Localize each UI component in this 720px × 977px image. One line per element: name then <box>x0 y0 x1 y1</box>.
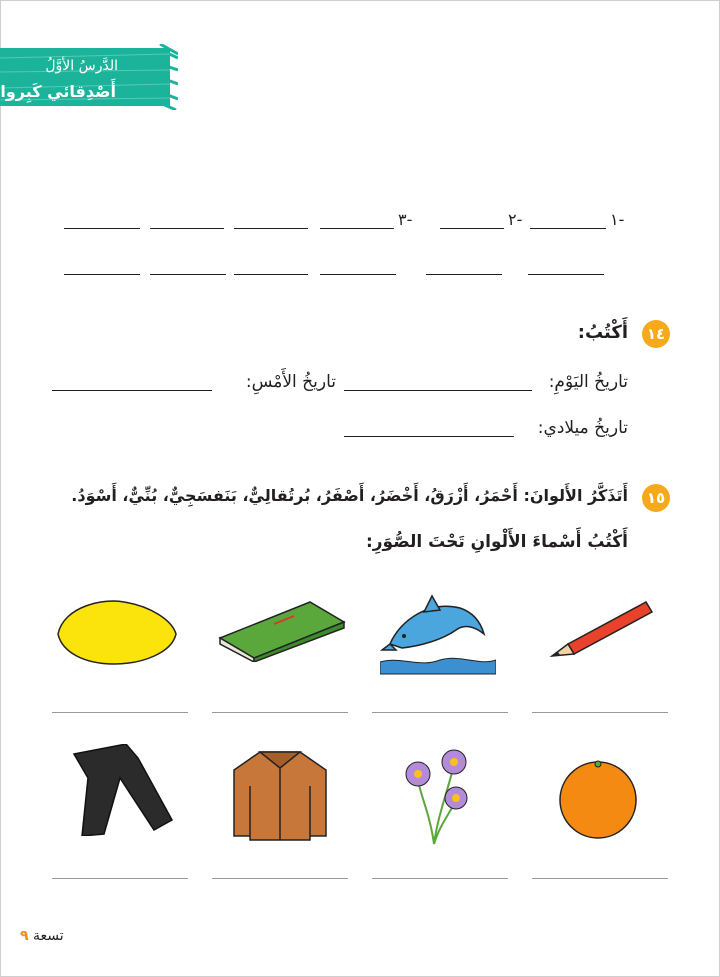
exercise-15-instruction: أَكْتُبُ أَسْماءَ الأَلْوانِ تَحْتَ الصُّوَرِ: <box>365 532 628 552</box>
answer-line[interactable] <box>372 878 508 879</box>
number-2: ٢- <box>508 210 523 229</box>
blank-line[interactable] <box>440 208 504 229</box>
answer-line[interactable] <box>212 712 348 713</box>
blank-line[interactable] <box>150 254 226 275</box>
flowers-icon <box>394 744 474 846</box>
blank-line[interactable] <box>320 254 396 275</box>
exercise-14-title: أَكْتُبُ: <box>577 322 628 343</box>
page-word: تسعة <box>33 928 64 944</box>
lesson-title: أَصْدِقائي كَبِروا <box>0 82 116 101</box>
today-field[interactable] <box>344 372 532 391</box>
yesterday-field[interactable] <box>52 372 212 391</box>
colors-list: أَتَذَكَّرُ الأَلوانَ: أَحْمَرُ، أَزْرَقُ، أَخْضَرُ، أَصْفَرُ، بُرتُقالِيٌّ، بَنَفسَجِيٌّ، بُنِّيٌّ، أَسْوَدُ. <box>71 486 628 505</box>
answer-line[interactable] <box>212 878 348 879</box>
blank-line[interactable] <box>64 208 140 229</box>
blank-line[interactable] <box>320 208 394 229</box>
blank-line[interactable] <box>528 254 604 275</box>
answer-line[interactable] <box>52 878 188 879</box>
birth-date-label: تاريخُ ميلادي: <box>537 418 628 438</box>
number-3: ٣- <box>398 210 413 229</box>
birth-date-field[interactable] <box>344 418 514 437</box>
answer-line[interactable] <box>532 712 668 713</box>
pants-icon <box>54 744 178 836</box>
blank-line[interactable] <box>150 208 224 229</box>
today-label: تاريخُ اليَوْمِ: <box>548 372 628 392</box>
jacket-icon <box>230 746 330 842</box>
exercise-15-badge: ١٥ <box>642 484 670 512</box>
blank-line[interactable] <box>426 254 502 275</box>
answer-line[interactable] <box>532 878 668 879</box>
number-1: ١- <box>610 210 625 229</box>
blank-line[interactable] <box>530 208 606 229</box>
book-icon <box>214 598 346 662</box>
yesterday-label: تاريخُ الأَمْسِ: <box>245 372 336 392</box>
answer-line[interactable] <box>372 712 508 713</box>
pencil-icon <box>548 598 658 662</box>
blank-line[interactable] <box>234 208 308 229</box>
lesson-number: الدَّرسُ الأوَّلُ <box>45 58 118 74</box>
page-number: ٩ <box>20 928 29 944</box>
lesson-banner <box>0 44 178 110</box>
blank-line[interactable] <box>234 254 308 275</box>
lemon-icon <box>54 596 180 668</box>
dolphin-icon <box>380 590 496 682</box>
answer-line[interactable] <box>52 712 188 713</box>
exercise-14-badge: ١٤ <box>642 320 670 348</box>
blank-line[interactable] <box>64 254 140 275</box>
page-footer <box>20 928 64 944</box>
orange-icon <box>554 752 640 842</box>
